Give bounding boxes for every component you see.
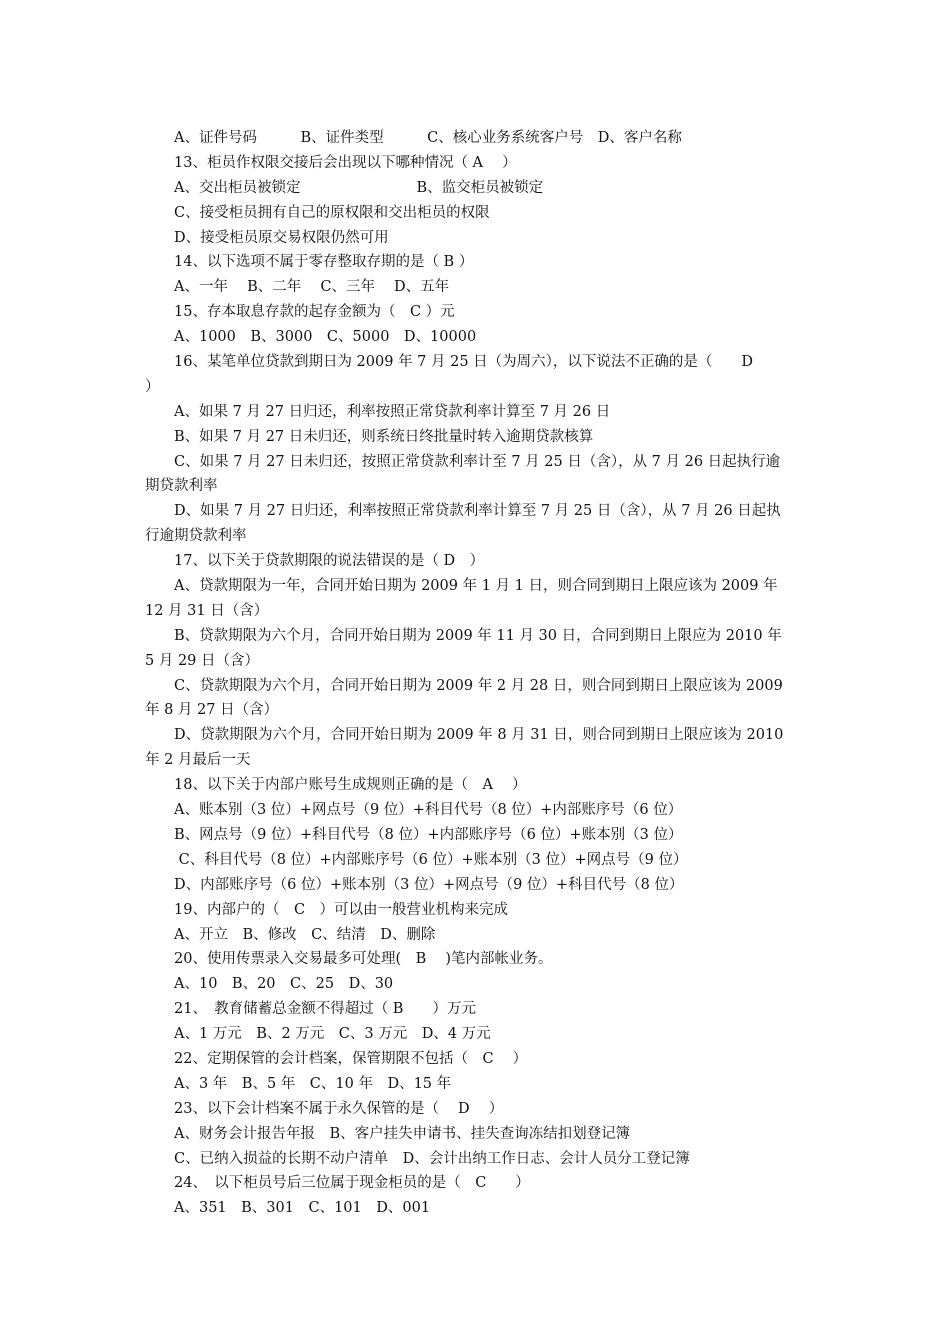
option-line: A、账本别（3 位）+网点号（9 位）+科目代号（8 位）+内部账序号（6 位） xyxy=(174,802,683,819)
option-line: A、交出柜员被锁定 B、监交柜员被锁定 xyxy=(174,179,544,196)
option-line-continuation: 年 2 月最后一天 xyxy=(145,752,251,769)
option-line-continuation: 12 月 31 日（含） xyxy=(145,602,269,619)
option-line: B、如果 7 月 27 日未归还，则系统日终批量时转入逾期贷款核算 xyxy=(174,428,594,445)
option-line: A、3 年 B、5 年 C、10 年 D、15 年 xyxy=(174,1075,452,1092)
option-line: C、科目代号（8 位）+内部账序号（6 位）+账本别（3 位）+网点号（9 位） xyxy=(174,851,688,868)
option-line-continuation: 期贷款利率 xyxy=(145,478,218,495)
question-line: 24、 以下柜员号后三位属于现金柜员的是（ C ） xyxy=(174,1175,530,1192)
question-line: 20、使用传票录入交易最多可处理( B )笔内部帐业务。 xyxy=(174,951,553,968)
option-line: C、贷款期限为六个月，合同开始日期为 2009 年 2 月 28 日，则合同到期日上限应该为 2009 xyxy=(174,677,783,694)
question-line: 16、某笔单位贷款到期日为 2009 年 7 月 25 日（为周六），以下说法不正确的是（ D xyxy=(174,354,754,371)
question-line: 17、以下关于贷款期限的说法错误的是（ D ） xyxy=(174,553,485,570)
question-line: 14、以下选项不属于零存整取存期的是（ B ） xyxy=(174,254,474,271)
question-line: 18、以下关于内部户账号生成规则正确的是（ A ） xyxy=(174,777,527,794)
option-line: A、开立 B、修改 C、结清 D、删除 xyxy=(174,926,436,943)
question-line-continuation: ） xyxy=(145,378,160,395)
question-line: 13、柜员作权限交接后会出现以下哪种情况（ A ） xyxy=(174,154,517,171)
option-line-continuation: 5 月 29 日（含） xyxy=(145,652,260,669)
option-line-continuation: 年 8 月 27 日（含） xyxy=(145,702,279,719)
question-line: 21、 教育储蓄总金额不得超过（ B ）万元 xyxy=(174,1001,476,1018)
option-line: A、证件号码 B、证件类型 C、核心业务系统客户号 D、客户名称 xyxy=(174,130,682,146)
option-line: D、如果 7 月 27 日归还，利率按照正常贷款利率计算至 7 月 25 日（含），从 7 月 26 日起执 xyxy=(174,503,781,520)
option-line: D、贷款期限为六个月，合同开始日期为 2009 年 8 月 31 日，则合同到期日上限应该为 2010 xyxy=(174,727,784,744)
option-line: D、接受柜员原交易权限仍然可用 xyxy=(174,229,389,246)
option-line: B、贷款期限为六个月，合同开始日期为 2009 年 11 月 30 日，合同到期日上限应为 2010 年 xyxy=(174,627,782,644)
option-line: B、网点号（9 位）+科目代号（8 位）+内部账序号（6 位）+账本别（3 位） xyxy=(174,826,683,843)
option-line: A、1 万元 B、2 万元 C、3 万元 D、4 万元 xyxy=(174,1026,491,1043)
option-line: C、接受柜员拥有自己的原权限和交出柜员的权限 xyxy=(174,204,490,221)
option-line-continuation: 行逾期贷款利率 xyxy=(145,528,247,545)
question-line: 15、存本取息存款的起存金额为（ C ）元 xyxy=(174,304,455,321)
question-line: 22、定期保管的会计档案，保管期限不包括（ C ） xyxy=(174,1050,528,1067)
option-line: C、如果 7 月 27 日未归还，按照正常贷款利率计至 7 月 25 日（含），从 7 月 26 日起执行逾 xyxy=(174,453,781,470)
option-line: A、一年 B、二年 C、三年 D、五年 xyxy=(174,279,450,296)
option-line: A、1000 B、3000 C、5000 D、10000 xyxy=(174,329,477,346)
option-line: A、财务会计报告年报 B、客户挂失申请书、挂失查询冻结扣划登记簿 xyxy=(174,1125,631,1142)
option-line: A、10 B、20 C、25 D、30 xyxy=(174,976,394,993)
document-body xyxy=(145,126,810,1221)
question-line: 19、内部户的（ C ）可以由一般营业机构来完成 xyxy=(174,901,509,918)
question-line: 23、以下会计档案不属于永久保管的是（ D ） xyxy=(174,1100,504,1117)
option-line: C、已纳入损益的长期不动户清单 D、会计出纳工作日志、会计人员分工登记簿 xyxy=(174,1150,690,1167)
option-line: D、内部账序号（6 位）+账本别（3 位）+网点号（9 位）+科目代号（8 位） xyxy=(174,876,684,893)
option-line: A、如果 7 月 27 日归还，利率按照正常贷款利率计算至 7 月 26 日 xyxy=(174,403,611,420)
option-line: A、贷款期限为一年，合同开始日期为 2009 年 1 月 1 日，则合同到期日上限应该为 2009 年 xyxy=(174,578,778,595)
option-line: A、351 B、301 C、101 D、001 xyxy=(174,1200,431,1217)
